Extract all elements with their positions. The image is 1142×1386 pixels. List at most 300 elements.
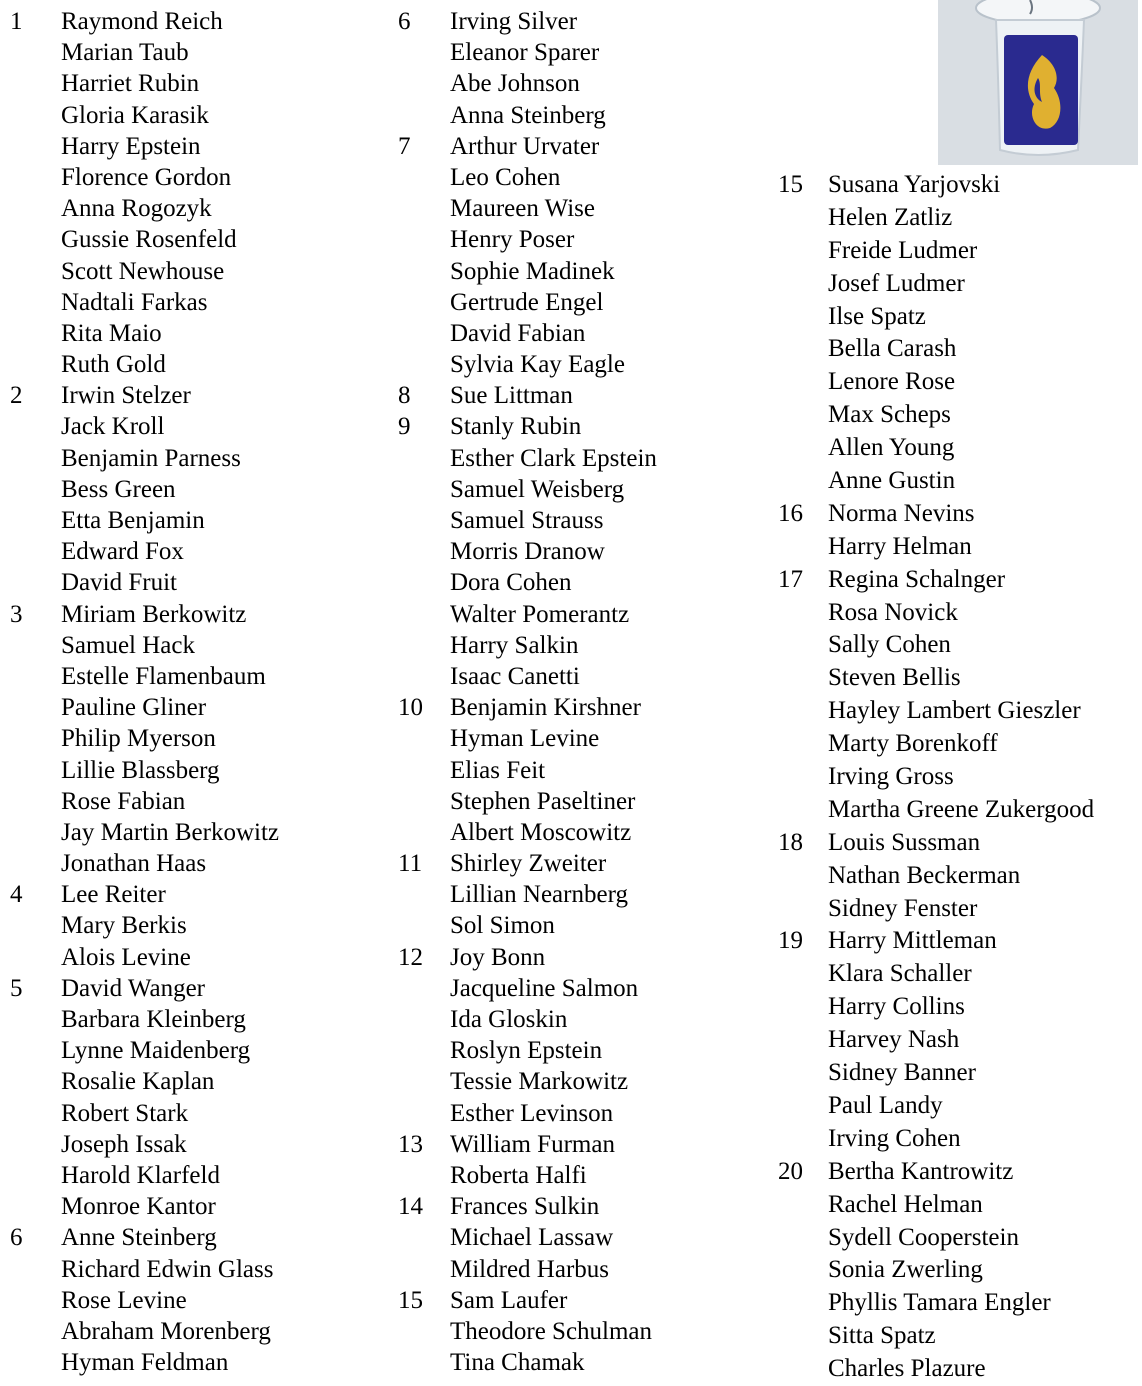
group-number <box>390 723 450 754</box>
group-number <box>768 1024 828 1057</box>
names-column-3 <box>768 169 1094 1386</box>
names-column-1 <box>0 6 279 1378</box>
person-name: Harriet Rubin <box>61 70 200 98</box>
person-name: Regina Schalnger <box>828 565 1006 593</box>
list-item <box>768 925 1094 958</box>
person-name: Leo Cohen <box>450 163 561 191</box>
person-name: Marty Borenkoff <box>828 730 998 758</box>
group-number <box>0 505 61 536</box>
group-number <box>390 349 450 380</box>
person-name: Bertha Kantrowitz <box>828 1157 1014 1185</box>
list-item <box>768 597 1094 630</box>
memorial-candle-image <box>938 0 1138 165</box>
group-number <box>390 1035 450 1066</box>
list-item <box>0 256 279 287</box>
group-number <box>768 202 828 235</box>
person-name: Rose Fabian <box>61 787 186 815</box>
list-item <box>390 131 657 162</box>
person-name: Benjamin Parness <box>61 444 241 472</box>
list-item <box>768 893 1094 926</box>
group-number <box>390 1254 450 1285</box>
person-name: Joseph Issak <box>61 1130 187 1158</box>
person-name: Helen Zatliz <box>828 203 953 231</box>
group-number <box>0 1098 61 1129</box>
person-name: Ida Gloskin <box>450 1006 568 1033</box>
list-item <box>0 318 279 349</box>
group-number <box>0 567 61 598</box>
list-item <box>768 235 1094 268</box>
list-item <box>0 193 279 224</box>
person-name: Allen Young <box>828 434 955 462</box>
list-item <box>390 1222 657 1253</box>
list-item <box>768 1287 1094 1320</box>
person-name: Hyman Feldman <box>61 1349 229 1377</box>
names-column-2 <box>390 6 657 1378</box>
list-item <box>768 1090 1094 1123</box>
list-item <box>390 224 657 255</box>
person-name: Harry Helman <box>828 532 972 560</box>
person-name: Sol Simon <box>450 912 555 940</box>
list-item <box>768 202 1094 235</box>
list-item <box>390 599 657 630</box>
group-number <box>0 1285 61 1316</box>
list-item <box>768 695 1094 728</box>
group-number <box>0 1160 61 1191</box>
person-name: Roberta Halfi <box>450 1161 587 1189</box>
list-item <box>0 131 279 162</box>
group-number <box>390 505 450 536</box>
list-item <box>390 1129 657 1160</box>
person-name: Jonathan Haas <box>61 850 207 878</box>
group-number <box>768 1189 828 1222</box>
list-item <box>0 910 279 941</box>
person-name: Harvey Nash <box>828 1026 960 1054</box>
person-name: Gloria Karasik <box>61 101 209 129</box>
person-name: Raymond Reich <box>61 8 223 35</box>
group-number <box>0 910 61 941</box>
person-name: Eleanor Sparer <box>450 39 600 67</box>
list-item <box>0 349 279 380</box>
person-name: Estelle Flamenbaum <box>61 662 266 690</box>
list-item <box>390 1066 657 1097</box>
group-number <box>0 349 61 380</box>
list-item <box>768 498 1094 531</box>
group-number <box>768 1090 828 1123</box>
list-item <box>0 630 279 661</box>
group-number <box>768 695 828 728</box>
list-item <box>390 723 657 754</box>
list-item <box>0 848 279 879</box>
group-number: 7 <box>398 132 411 160</box>
person-name: Irwin Stelzer <box>61 382 191 410</box>
person-name: Shirley Zweiter <box>450 850 607 878</box>
group-number <box>390 443 450 474</box>
list-item <box>768 1057 1094 1090</box>
group-number: 14 <box>398 1193 423 1221</box>
list-item <box>768 169 1094 202</box>
person-name: Norma Nevins <box>828 499 975 527</box>
group-number <box>390 37 450 68</box>
person-name: Sydell Cooperstein <box>828 1223 1019 1251</box>
person-name: Samuel Hack <box>61 631 195 659</box>
list-item <box>390 879 657 910</box>
person-name: Marian Taub <box>61 39 189 67</box>
list-item <box>0 68 279 99</box>
list-item <box>768 465 1094 498</box>
memorial-candle-icon <box>938 0 1138 165</box>
group-number <box>0 68 61 99</box>
list-item <box>0 380 279 411</box>
group-number <box>0 318 61 349</box>
list-item <box>390 37 657 68</box>
group-number <box>768 1222 828 1255</box>
group-number <box>390 193 450 224</box>
list-item <box>0 567 279 598</box>
group-number <box>0 131 61 162</box>
group-number <box>390 599 450 630</box>
list-item <box>390 692 657 723</box>
person-name: Sidney Fenster <box>828 894 978 922</box>
person-name: Freide Ludmer <box>828 236 978 264</box>
list-item <box>390 443 657 474</box>
person-name: Josef Ludmer <box>828 269 965 297</box>
person-name: Irving Cohen <box>828 1124 961 1152</box>
person-name: Sally Cohen <box>828 631 951 659</box>
list-item <box>0 879 279 910</box>
group-number: 19 <box>778 927 803 955</box>
person-name: Susana Yarjovski <box>828 171 1001 198</box>
list-item <box>390 318 657 349</box>
list-item <box>768 1123 1094 1156</box>
person-name: David Fabian <box>450 319 586 347</box>
list-item <box>768 761 1094 794</box>
list-item <box>390 1004 657 1035</box>
group-number <box>768 301 828 334</box>
list-item <box>0 1160 279 1191</box>
group-number <box>768 531 828 564</box>
person-name: Morris Dranow <box>450 538 605 566</box>
person-name: Edward Fox <box>61 538 184 566</box>
list-item <box>390 349 657 380</box>
person-name: Bess Green <box>61 475 176 503</box>
group-number <box>768 1057 828 1090</box>
person-name: Harry Salkin <box>450 631 579 659</box>
list-item <box>768 1189 1094 1222</box>
group-number <box>390 474 450 505</box>
group-number <box>390 1098 450 1129</box>
list-item <box>0 37 279 68</box>
person-name: Sitta Spatz <box>828 1322 936 1350</box>
list-item <box>0 973 279 1004</box>
person-name: Irving Gross <box>828 763 954 791</box>
person-name: Samuel Weisberg <box>450 475 625 503</box>
group-number <box>0 1191 61 1222</box>
person-name: Lee Reiter <box>61 881 166 909</box>
list-item <box>0 599 279 630</box>
group-number: 6 <box>10 1224 23 1252</box>
group-number <box>0 224 61 255</box>
group-number <box>390 1316 450 1347</box>
group-number: 10 <box>398 694 423 722</box>
list-item <box>768 1222 1094 1255</box>
list-item <box>768 564 1094 597</box>
group-number <box>390 910 450 941</box>
list-item <box>390 68 657 99</box>
person-name: Abe Johnson <box>450 70 580 98</box>
group-number <box>390 1160 450 1191</box>
list-item <box>768 1353 1094 1386</box>
person-name: David Wanger <box>61 974 206 1002</box>
group-number: 16 <box>778 499 803 527</box>
person-name: Mildred Harbus <box>450 1255 609 1283</box>
person-name: Sam Laufer <box>450 1286 568 1314</box>
group-number <box>0 1004 61 1035</box>
group-number <box>768 728 828 761</box>
group-number <box>0 1066 61 1097</box>
person-name: Anna Rogozyk <box>61 195 212 223</box>
group-number <box>390 100 450 131</box>
person-name: Phyllis Tamara Engler <box>828 1289 1051 1317</box>
group-number <box>768 333 828 366</box>
person-name: Philip Myerson <box>61 725 216 753</box>
group-number <box>0 1254 61 1285</box>
list-item <box>390 256 657 287</box>
list-item <box>390 1254 657 1285</box>
group-number <box>0 1129 61 1160</box>
group-number <box>390 536 450 567</box>
list-item <box>390 380 657 411</box>
group-number <box>0 474 61 505</box>
person-name: Frances Sulkin <box>450 1193 600 1221</box>
person-name: Sonia Zwerling <box>828 1256 983 1284</box>
list-item <box>0 1098 279 1129</box>
group-number <box>0 1347 61 1378</box>
group-number <box>390 817 450 848</box>
group-number: 3 <box>10 600 23 628</box>
list-item <box>0 1347 279 1378</box>
list-item <box>768 333 1094 366</box>
group-number <box>0 100 61 131</box>
list-item <box>0 1129 279 1160</box>
person-name: Robert Stark <box>61 1099 189 1127</box>
list-item <box>768 827 1094 860</box>
person-name: Pauline Gliner <box>61 694 207 722</box>
group-number <box>768 1123 828 1156</box>
list-item <box>390 973 657 1004</box>
person-name: Arthur Urvater <box>450 132 600 160</box>
person-name: William Furman <box>450 1130 615 1158</box>
group-number <box>390 68 450 99</box>
list-item <box>0 1316 279 1347</box>
person-name: Stephen Paseltiner <box>450 787 636 815</box>
list-item <box>768 301 1094 334</box>
list-item <box>0 411 279 442</box>
person-name: Benjamin Kirshner <box>450 694 641 722</box>
person-name: Alois Levine <box>61 943 191 971</box>
person-name: Harry Epstein <box>61 132 201 160</box>
list-item <box>768 728 1094 761</box>
person-name: Martha Greene Zukergood <box>828 795 1095 823</box>
list-item <box>390 1160 657 1191</box>
list-item <box>0 723 279 754</box>
group-number <box>0 1035 61 1066</box>
person-name: Paul Landy <box>828 1091 943 1119</box>
list-item <box>390 1035 657 1066</box>
list-item <box>390 1316 657 1347</box>
list-item <box>390 536 657 567</box>
list-item <box>390 661 657 692</box>
group-number <box>768 1353 828 1386</box>
group-number <box>0 287 61 318</box>
person-name: Rosalie Kaplan <box>61 1068 215 1096</box>
group-number: 1 <box>10 8 23 35</box>
group-number <box>768 893 828 926</box>
person-name: Stanly Rubin <box>450 413 582 441</box>
person-name: Richard Edwin Glass <box>61 1255 274 1283</box>
group-number <box>768 432 828 465</box>
list-item <box>0 786 279 817</box>
person-name: Henry Poser <box>450 226 575 254</box>
list-item <box>390 287 657 318</box>
group-number <box>768 662 828 695</box>
person-name: Jacqueline Salmon <box>450 974 639 1002</box>
group-number <box>0 37 61 68</box>
list-item <box>390 162 657 193</box>
group-number <box>768 465 828 498</box>
person-name: Harry Collins <box>828 993 965 1021</box>
group-number <box>390 287 450 318</box>
list-item <box>0 692 279 723</box>
list-item <box>768 662 1094 695</box>
person-name: Barbara Kleinberg <box>61 1006 246 1033</box>
list-item <box>390 505 657 536</box>
person-name: Esther Clark Epstein <box>450 444 657 472</box>
group-number: 12 <box>398 943 423 971</box>
list-item <box>390 193 657 224</box>
list-item <box>0 755 279 786</box>
person-name: Irving Silver <box>450 8 578 35</box>
person-name: Ruth Gold <box>61 351 166 379</box>
group-number: 2 <box>10 382 23 410</box>
person-name: Rosa Novick <box>828 598 958 626</box>
list-item <box>390 630 657 661</box>
group-number <box>768 1287 828 1320</box>
list-item <box>390 100 657 131</box>
list-item <box>768 629 1094 662</box>
person-name: David Fruit <box>61 569 177 597</box>
person-name: Lillian Nearnberg <box>450 881 628 909</box>
list-item <box>390 1191 657 1222</box>
person-name: Harold Klarfeld <box>61 1161 220 1189</box>
list-item <box>390 848 657 879</box>
group-number <box>768 268 828 301</box>
person-name: Roslyn Epstein <box>450 1037 603 1065</box>
list-item <box>0 100 279 131</box>
list-item <box>0 443 279 474</box>
person-name: Abraham Morenberg <box>61 1317 271 1345</box>
group-number: 9 <box>398 413 411 441</box>
group-number <box>390 224 450 255</box>
person-name: Samuel Strauss <box>450 507 604 534</box>
group-number <box>768 629 828 662</box>
list-item <box>768 366 1094 399</box>
group-number <box>0 193 61 224</box>
group-number <box>0 755 61 786</box>
person-name: Lynne Maidenberg <box>61 1037 251 1065</box>
list-item <box>0 162 279 193</box>
group-number <box>0 162 61 193</box>
person-name: Florence Gordon <box>61 163 232 191</box>
list-item <box>390 942 657 973</box>
group-number <box>768 1320 828 1353</box>
group-number <box>0 786 61 817</box>
list-item <box>0 505 279 536</box>
list-item <box>768 432 1094 465</box>
group-number <box>0 536 61 567</box>
group-number <box>0 817 61 848</box>
list-item <box>0 1191 279 1222</box>
group-number <box>768 860 828 893</box>
group-number <box>0 256 61 287</box>
group-number <box>768 597 828 630</box>
person-name: Sophie Madinek <box>450 257 615 285</box>
person-name: Hyman Levine <box>450 725 600 753</box>
list-item <box>768 958 1094 991</box>
list-item <box>390 786 657 817</box>
list-item <box>768 268 1094 301</box>
group-number <box>768 991 828 1024</box>
person-name: Steven Bellis <box>828 664 961 692</box>
group-number <box>0 942 61 973</box>
group-number <box>768 399 828 432</box>
group-number: 18 <box>778 828 803 856</box>
group-number <box>768 761 828 794</box>
group-number <box>0 723 61 754</box>
group-number: 4 <box>10 881 23 909</box>
list-item <box>768 1024 1094 1057</box>
group-number <box>390 1066 450 1097</box>
list-item <box>390 1347 657 1378</box>
person-name: Nadtali Farkas <box>61 288 208 316</box>
list-item <box>768 1156 1094 1189</box>
person-name: Jack Kroll <box>61 413 165 441</box>
list-item <box>0 6 279 37</box>
group-number <box>390 1004 450 1035</box>
person-name: Anna Steinberg <box>450 101 606 129</box>
group-number: 13 <box>398 1130 423 1158</box>
list-item <box>0 287 279 318</box>
list-item <box>0 536 279 567</box>
list-item <box>0 1285 279 1316</box>
person-name: Louis Sussman <box>828 828 981 856</box>
list-item <box>768 991 1094 1024</box>
group-number <box>0 411 61 442</box>
person-name: Harry Mittleman <box>828 927 997 955</box>
list-item <box>390 1098 657 1129</box>
person-name: Lenore Rose <box>828 368 956 396</box>
person-name: Miriam Berkowitz <box>61 600 247 628</box>
person-name: Anne Steinberg <box>61 1224 217 1252</box>
person-name: Rachel Helman <box>828 1190 983 1218</box>
person-name: Isaac Canetti <box>450 662 580 690</box>
group-number: 15 <box>398 1286 423 1314</box>
list-item <box>0 1222 279 1253</box>
group-number <box>0 630 61 661</box>
list-item <box>390 411 657 442</box>
group-number: 6 <box>398 8 411 35</box>
list-item <box>390 567 657 598</box>
list-item <box>390 755 657 786</box>
